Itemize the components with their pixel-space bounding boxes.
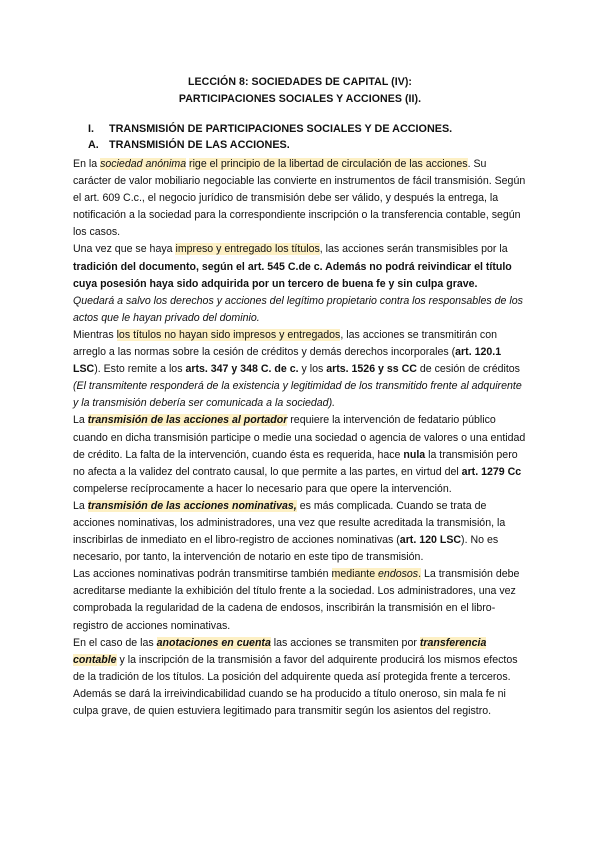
text-run: La transmisión debe acreditarse mediante la exhibición del título frente a la sociedad. Los administradores, una vez comprobada la regularidad de la cadena de endosos, inscribirán la transmisión en el libro-registro de acciones nominativas. — [73, 568, 520, 632]
bold-word: nula — [403, 448, 426, 461]
text-run: . Su carácter de valor mobiliario negociable las convierte en instrumentos de fácil transmisión. Según el art. 609 C.c., el negocio jurídico de transmisión debe ser válido, y después la entrega, la notificación a la sociedad para la correspondiente inscripción o la transferencia contable, según los casos. — [73, 158, 526, 239]
text-run: de cesión de créditos — [416, 363, 520, 376]
text-run: compelerse recíprocamente a hacer lo necesario para que opere la intervención. — [73, 482, 452, 495]
section-number: I. — [88, 123, 94, 135]
highlighted-term: transmisión de las acciones al portador — [87, 414, 288, 427]
bold-phrase: tradición del documento, según el art. 545 C.de c. Además no podrá reivindicar el título cuya posesión haya sido adquirida por un tercero de buena fe y sin culpa grave. — [73, 260, 512, 290]
text-run: Una vez que se haya — [73, 243, 176, 256]
text-run: y los — [298, 363, 327, 376]
highlighted-term: transmisión de las acciones nominativas, — [87, 499, 297, 512]
text-run: las acciones se transmiten por — [270, 636, 420, 649]
text-run: ). Esto remite a los — [94, 363, 186, 376]
text-run: La — [73, 499, 88, 512]
text-run: , las acciones se transmitirán con arreglo a las normas sobre la cesión de créditos y demás derechos incorporales ( — [73, 328, 497, 359]
article-reference: art. 120.1 LSC — [73, 346, 502, 376]
highlighted-phrase: mediante — [331, 568, 379, 581]
highlighted-term: transferencia contable — [73, 636, 487, 666]
subsection-title: TRANSMISIÓN DE LAS ACCIONES. — [109, 139, 290, 151]
highlighted-phrase: rige el principio de la libertad de circulación de las acciones — [189, 158, 468, 170]
text-run: ). No es necesario, por tanto, la intervención de notario en este tipo de transmisión. — [73, 534, 499, 564]
italic-note: Quedará a salvo los derechos y acciones del legítimo propietario contra los responsables de los actos que le hayan privado del dominio. — [73, 294, 523, 324]
article-reference: art. 120 LSC — [399, 534, 462, 547]
text-run: La — [73, 414, 88, 427]
text-run: es más complicada. Cuando se trata de acciones nominativas, los administradores, una vez que resulte acreditada la transmisión, la inscribirlas de inmediato en el libro-registro de acciones nominativas ( — [73, 499, 506, 547]
highlighted-term: sociedad anónima — [100, 158, 187, 170]
highlighted-phrase: los títulos no hayan sido impresos y entregados — [116, 328, 341, 341]
subsection-letter: A. — [88, 139, 99, 151]
paragraph-endosos — [73, 566, 527, 634]
highlighted-term: anotaciones en cuenta — [156, 636, 271, 649]
text-run: Mientras — [73, 328, 117, 341]
paragraph-acciones-nominativas — [73, 498, 527, 566]
article-reference: art. 1279 Cc — [461, 465, 522, 478]
paragraph-titulos-no-impresos — [73, 327, 527, 412]
paragraph-acciones-portador — [73, 412, 527, 497]
document-body — [73, 156, 527, 720]
article-reference: arts. 1526 y ss CC — [326, 363, 417, 376]
highlighted-term: endosos — [378, 568, 419, 581]
text-run: , las acciones serán transmisibles por la — [319, 243, 508, 256]
text-run: En el caso de las — [73, 636, 157, 649]
paragraph-sociedad-anonima — [73, 156, 527, 241]
text-run: y la inscripción de la transmisión a favor del adquirente producirá los mismos efectos de la tradición de los títulos. La posición del adquirente queda así protegida frente a terceros. Además se dará la irreivindicabilidad cuando se ha producido a título oneroso, sin mala fe ni culpa grave, de quien estuviera legitimado para transmitir según los asientos del registro. — [73, 653, 518, 717]
italic-note: (El transmitente responderá de la existencia y legitimidad de los transmitido frente al adquirente y la transmisión debería ser comunicada a la sociedad). — [73, 380, 522, 410]
highlighted-phrase: impreso y entregado los títulos — [175, 243, 320, 256]
article-reference: arts. 347 y 348 C. de c. — [185, 363, 299, 376]
text-run: En la — [73, 158, 101, 170]
text-run: la transmisión pero no afecta a la validez del contrato causal, lo que permite a las partes, en virtud del — [73, 448, 518, 478]
lesson-title: LECCIÓN 8: SOCIEDADES DE CAPITAL (IV): — [188, 76, 412, 88]
highlighted-phrase: . — [418, 568, 422, 581]
lesson-subtitle: PARTICIPACIONES SOCIALES Y ACCIONES (II). — [178, 93, 422, 105]
section-title: TRANSMISIÓN DE PARTICIPACIONES SOCIALES Y DE ACCIONES. — [109, 123, 453, 135]
text-run: Las acciones nominativas podrán transmitirse también — [73, 568, 332, 581]
paragraph-anotaciones-cuenta — [73, 635, 527, 720]
text-run: requiere la intervención de fedatario público cuando en dicha transmisión participe o medie una sociedad o agencia de valores o una entidad de crédito. La falta de la intervención, cuando ésta es requerida, hace — [73, 414, 526, 461]
paragraph-titulos-impresos — [73, 241, 527, 326]
